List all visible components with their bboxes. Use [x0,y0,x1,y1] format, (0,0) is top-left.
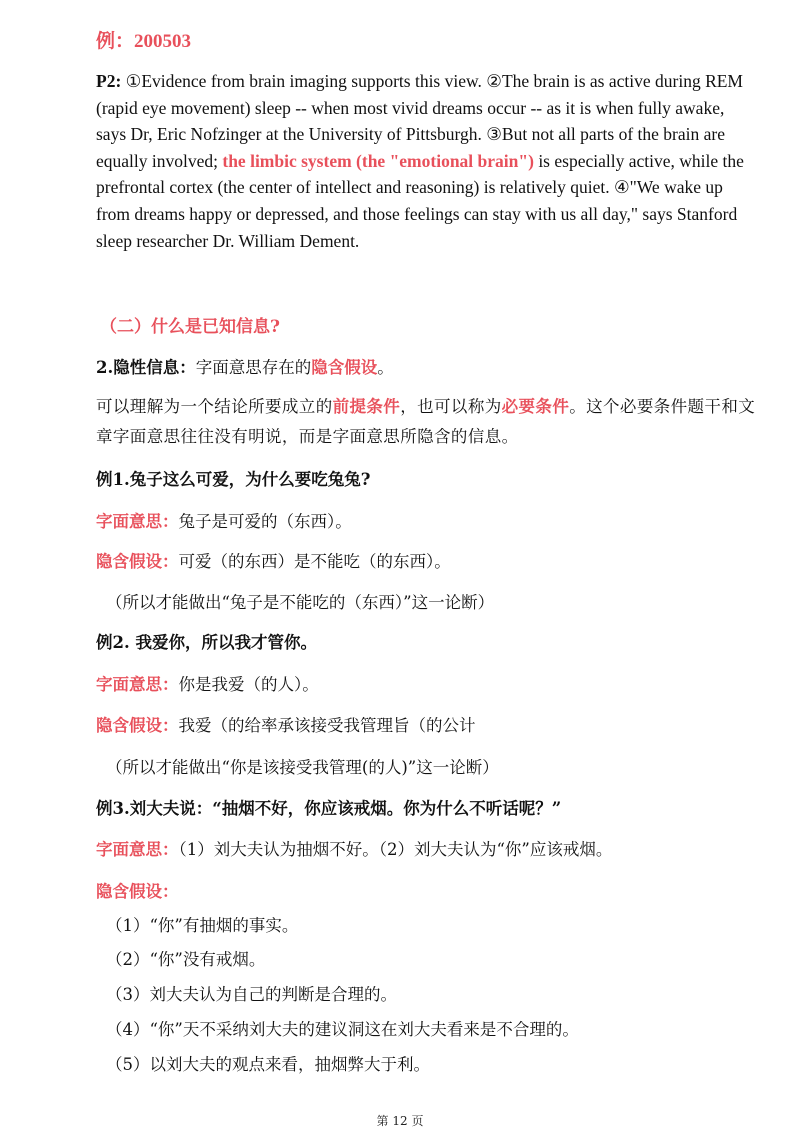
ex1-assume: 可爱（的东西）是不能吃（的东西）。 [178,552,451,571]
explain-text-2: ，也可以称为 [400,397,502,416]
ex3-item-2: （2）“你”没有戒烟。 [106,950,266,969]
ex1-note: （所以才能做出“兔子是不能吃的（东西）”这一论断） [106,593,495,612]
ex1-literal-label: 字面意思： [96,512,179,531]
ex2-title: 例2. 我爱你，所以我才管你。 [96,633,317,652]
p2-text-part2: is especially active, while the prefrontal cortex (the center of intellect and reasoning) is relatively quiet. ④"We wake up from dreams happy or depressed, and those feelings can stay with us all day," says Stanford sleep researcher Dr. William Dement. [96,150,744,251]
ex1-assume-label: 隐含假设： [96,552,179,571]
section-title: （二）什么是已知信息? [100,317,280,337]
example-title: 例：200503 [96,31,192,52]
p2-text-part1: ①Evidence from brain imaging supports this view. ②The brain is as active during REM (rapid eye movement) sleep -- when most vivid dreams occur -- as it is when fully awake, says Dr, Eric Nofzinger at the University of Pittsburgh. ③But not all parts of the brain are equally involved; [96,71,743,171]
implicit-info-line [96,354,394,378]
ex3-item-4: （4）“你”天不采纳刘大夫的建议洞这在刘大夫看来是不合理的。 [106,1020,579,1039]
ex3-literal: （1）刘大夫认为抽烟不好。（2）刘大夫认为“你”应该戒烟。 [178,840,613,859]
p2-paragraph [96,68,756,254]
ex3-item-5: （5）以刘大夫的观点来看，抽烟弊大于利。 [106,1055,430,1074]
p2-label: P2: [96,71,122,91]
ex2-literal: 你是我爱（的人）。 [178,675,319,694]
ex3-literal-label: 字面意思： [96,840,179,859]
explain-text-1: 可以理解为一个结论所要成立的 [96,397,333,416]
ex3-assume-label: 隐含假设： [96,882,179,901]
ex2-literal-line [96,671,319,695]
implicit-text: 字面意思存在的 [195,358,312,377]
page-number: 第 12 页 [376,1114,424,1128]
implicit-end: 。 [377,358,394,377]
ex3-literal-line [96,836,612,860]
implicit-label: 2.隐性信息： [96,358,196,377]
ex3-title: 例3.刘大夫说：“抽烟不好，你应该戒烟。你为什么不听话呢？” [96,799,562,818]
ex2-assume: 我爱（的给率承该接受我管理旨（的公计 [178,716,476,735]
explain-highlight-2: 必要条件 [501,397,570,416]
ex2-note: （所以才能做出“你是该接受我管理(的人)”这一论断） [106,758,499,777]
ex1-title: 例1.兔子这么可爱，为什么要吃兔兔? [96,470,371,489]
explain-paragraph [96,392,756,452]
explain-highlight-1: 前提条件 [332,397,401,416]
explain-text-3: 。这个必要条件题干和文章字面意思往往没有明说，而是字面意思所隐含的信息。 [96,397,756,446]
ex1-literal-line [96,508,352,532]
implicit-highlight: 隐含假设 [311,358,378,377]
ex3-item-1: （1）“你”有抽烟的事实。 [106,916,299,935]
ex1-assume-line [96,548,451,572]
ex2-assume-line [96,712,476,736]
ex1-literal: 兔子是可爱的（东西）。 [178,512,352,531]
p2-highlight: the limbic system (the "emotional brain") [218,150,534,171]
ex3-item-3: （3）刘大夫认为自己的判断是合理的。 [106,985,397,1004]
ex2-literal-label: 字面意思： [96,675,179,694]
ex2-assume-label: 隐含假设： [96,716,179,735]
